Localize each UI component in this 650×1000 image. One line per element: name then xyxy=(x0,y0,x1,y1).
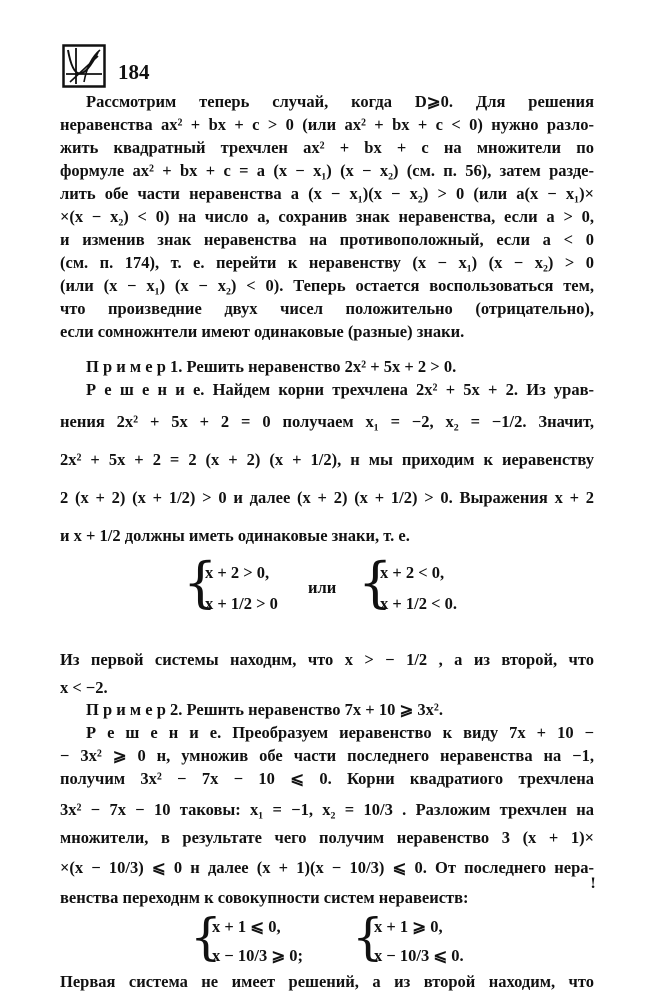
system2-left-line1: x + 1 ⩽ 0, xyxy=(212,917,281,936)
solution-line: Р е ш е н и е. Преобразуем иеравенство к виду 7x + 10 − xyxy=(86,723,594,742)
paragraph-line: если сомножнтели имеют одинаковые (разные) знаки. xyxy=(60,322,465,341)
system2-right-line1: x + 1 ⩾ 0, xyxy=(374,917,443,936)
example-heading: П р и м е р 1. Решить неравенство 2x² + 5x + 2 > 0. xyxy=(86,357,457,376)
paragraph-line: формуле ax² + bx + c = a (x − x₁) (x − x₂) (см. п. 56), затем разде- xyxy=(60,161,594,180)
system1-right-line2: x + 1/2 < 0. xyxy=(380,594,458,613)
system2-right-line2: x − 10/3 ⩽ 0. xyxy=(374,946,464,965)
parabola-graph-icon xyxy=(62,44,106,88)
paragraph-line: Первая система не имеет решений, а из второй находим, что xyxy=(60,972,594,991)
system1-left-line1: x + 2 > 0, xyxy=(205,563,270,582)
paragraph-line: x < −2. xyxy=(60,678,108,697)
left-brace: { xyxy=(183,551,218,614)
paragraph-line: и изменив знак неравенства на противоположный, если a < 0 xyxy=(60,230,594,249)
solution-line: множители, в результате чего получим неравенство 3 (x + 1)× xyxy=(60,828,594,847)
system1-right-line1: x + 2 < 0, xyxy=(380,563,445,582)
paragraph-line: что произведние двух чисел положительно (отрицательно), xyxy=(60,299,594,318)
margin-mark: ! xyxy=(590,876,597,892)
solution-line: 2 (x + 2) (x + 1/2) > 0 и далее (x + 2) (x + 1/2) > 0. Выражения x + 2 xyxy=(60,488,594,507)
solution-line: ×(x − 10/3) ⩽ 0 н далее (x + 1)(x − 10/3) ⩽ 0. От последнего нера- xyxy=(60,858,594,877)
paragraph-line: (см. п. 174), т. е. перейти к неравенству (x − x₁) (x − x₂) > 0 xyxy=(60,253,594,272)
example-heading: П р и м е р 2. Решнть неравенство 7x + 10 ⩾ 3x². xyxy=(86,700,443,719)
solution-line: нения 2x² + 5x + 2 = 0 получаем x₁ = −2, x₂ = −1/2. Значит, xyxy=(60,412,594,431)
solution-line: 3x² − 7x − 10 таковы: x₁ = −1, x₂ = 10/3 . Разложим трехчлен на xyxy=(60,800,594,819)
solution-line: Р е ш е н и е. Найдем корни трехчлена 2x² + 5x + 2. Из урав- xyxy=(86,380,594,399)
solution-line: − 3x² ⩾ 0 н, умножив обе части последнего неравенства на −1, xyxy=(60,746,594,765)
paragraph-line: Из первой системы находнм, что x > − 1/2 , а из второй, что xyxy=(60,650,594,669)
left-brace: { xyxy=(358,551,393,614)
paragraph-line: (или (x − x₁) (x − x₂) < 0). Теперь остается воспользоваться тем, xyxy=(60,276,594,295)
system-connector: или xyxy=(308,578,337,597)
solution-line: и x + 1/2 должны иметь одинаковые знаки, т. е. xyxy=(60,526,410,545)
paragraph-line: жить квадратный трехчлен ax² + bx + c на множители по xyxy=(60,138,594,157)
solution-line: получим 3x² − 7x − 10 ⩽ 0. Корни квадратиого трехчлена xyxy=(60,769,594,788)
paragraph-line: неравенства ax² + bx + c > 0 (или ax² + bx + c < 0) нужно разло- xyxy=(60,115,594,134)
paragraph-line: лить обе части неравенства a (x − x₁)(x − x₂) > 0 (или a(x − x₁)× xyxy=(60,184,594,203)
paragraph-line: ×(x − x₂) < 0) на число a, сохранив знак неравенства, если a > 0, xyxy=(60,207,594,226)
left-brace: { xyxy=(352,908,384,966)
paragraph-line: венства переходнм к совокупности систем неравеиств: xyxy=(60,888,469,907)
final-answer xyxy=(60,990,594,1000)
system1-left-line2: x + 1/2 > 0 xyxy=(205,594,278,613)
paragraph-line: Рассмотрим теперь случай, когда D⩾0. Для решения xyxy=(86,92,594,111)
left-brace: { xyxy=(190,908,222,966)
page-number: 184 xyxy=(118,60,150,84)
solution-line: 2x² + 5x + 2 = 2 (x + 2) (x + 1/2), н мы приходим к иеравенству xyxy=(60,450,594,469)
system2-left-line2: x − 10/3 ⩾ 0; xyxy=(212,946,304,965)
